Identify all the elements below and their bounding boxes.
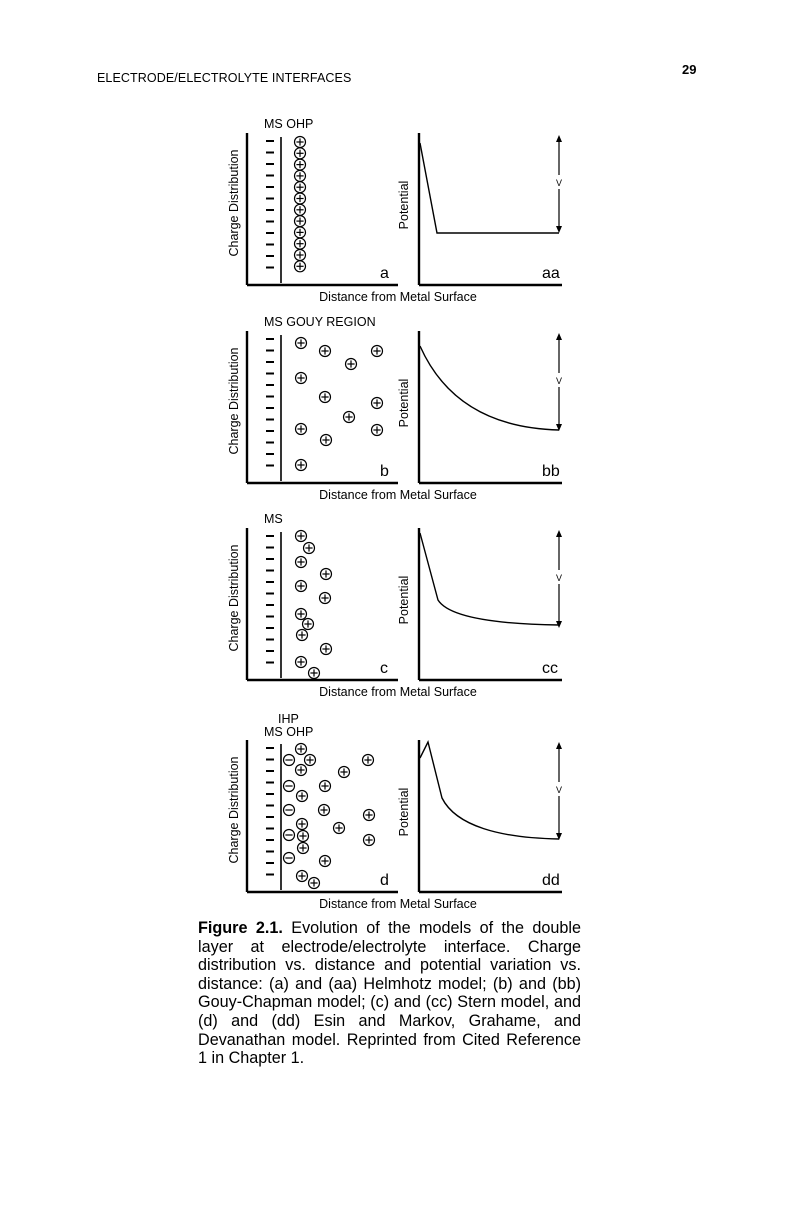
plus-ion-icon	[320, 856, 331, 867]
plus-ion-icon	[320, 346, 331, 357]
plus-ion-icon	[319, 805, 330, 816]
plus-ion-icon	[296, 373, 307, 384]
x-axis-label: Distance from Metal Surface	[319, 897, 477, 911]
plus-ion-icon	[339, 767, 350, 778]
plus-ion-icon	[297, 819, 308, 830]
minus-ion-icon	[284, 830, 295, 841]
right-panel-letter: dd	[542, 872, 560, 889]
plus-ion-icon	[295, 216, 306, 227]
plus-ion-icon	[364, 810, 375, 821]
plus-ion-icon	[296, 460, 307, 471]
plus-ion-icon	[320, 781, 331, 792]
minus-ion-icon	[284, 853, 295, 864]
plus-ion-icon	[321, 435, 332, 446]
panel-d	[227, 712, 562, 911]
plus-ion-icon	[320, 593, 331, 604]
left-panel-letter: c	[380, 660, 388, 677]
plus-ion-icon	[295, 238, 306, 249]
left-panel-letter: b	[380, 463, 389, 480]
plus-ion-icon	[303, 619, 314, 630]
plus-ion-icon	[346, 359, 357, 370]
plus-ion-icon	[321, 569, 332, 580]
drop-label: V	[555, 178, 563, 188]
arrow-up-icon	[556, 742, 562, 749]
right-panel-letter: cc	[542, 660, 558, 677]
plus-ion-icon	[296, 744, 307, 755]
minus-ion-icon	[284, 781, 295, 792]
plus-ion-icon	[364, 835, 375, 846]
plus-ion-icon	[372, 398, 383, 409]
plus-ion-icon	[297, 791, 308, 802]
arrow-up-icon	[556, 135, 562, 142]
arrow-up-icon	[556, 530, 562, 537]
plus-ion-icon	[296, 765, 307, 776]
plus-ion-icon	[297, 871, 308, 882]
plus-ion-icon	[344, 412, 355, 423]
plus-ion-icon	[296, 338, 307, 349]
plus-ion-icon	[296, 581, 307, 592]
right-panel-letter: aa	[542, 265, 560, 282]
plus-ion-icon	[296, 424, 307, 435]
plus-ion-icon	[296, 557, 307, 568]
x-axis-label: Distance from Metal Surface	[319, 290, 477, 304]
plus-ion-icon	[296, 531, 307, 542]
potential-curve	[420, 346, 559, 430]
plus-ion-icon	[295, 261, 306, 272]
plus-ion-icon	[297, 630, 308, 641]
arrow-up-icon	[556, 333, 562, 340]
plus-ion-icon	[363, 755, 374, 766]
plus-ion-icon	[295, 148, 306, 159]
panel-a	[227, 117, 562, 304]
plus-ion-icon	[305, 755, 316, 766]
plus-ion-icon	[298, 843, 309, 854]
drop-label: V	[555, 376, 563, 386]
page-number: 29	[682, 62, 697, 77]
potential-curve	[420, 742, 559, 839]
panel-top-label: MS GOUY REGION	[264, 315, 376, 329]
potential-curve	[420, 533, 559, 625]
plus-ion-icon	[295, 193, 306, 204]
plus-ion-icon	[334, 823, 345, 834]
plus-ion-icon	[309, 878, 320, 889]
plus-ion-icon	[298, 831, 309, 842]
plus-ion-icon	[295, 250, 306, 261]
panel-top-label: MS	[264, 512, 283, 526]
right-panel-letter: bb	[542, 463, 560, 480]
plus-ion-icon	[372, 346, 383, 357]
potential-axis-label: Potential	[397, 787, 411, 837]
plus-ion-icon	[295, 170, 306, 181]
drop-label: V	[555, 573, 563, 583]
plus-ion-icon	[296, 657, 307, 668]
arrow-down-icon	[556, 226, 562, 233]
plus-ion-icon	[304, 543, 315, 554]
plus-ion-icon	[295, 159, 306, 170]
minus-ion-icon	[284, 755, 295, 766]
plus-ion-icon	[295, 204, 306, 215]
plus-ion-icon	[295, 182, 306, 193]
left-panel-letter: a	[380, 265, 389, 282]
x-axis-label: Distance from Metal Surface	[319, 685, 477, 699]
plus-ion-icon	[296, 609, 307, 620]
potential-axis-label: Potential	[397, 378, 411, 428]
figure-caption	[198, 919, 581, 1068]
x-axis-label: Distance from Metal Surface	[319, 488, 477, 502]
charge-axis-label: Charge Distribution	[227, 756, 241, 864]
potential-axis-label: Potential	[397, 575, 411, 625]
charge-axis-label: Charge Distribution	[227, 544, 241, 652]
running-head: ELECTRODE/ELECTROLYTE INTERFACES	[97, 71, 352, 85]
plus-ion-icon	[295, 137, 306, 148]
figure-caption-label: Figure 2.1.	[198, 919, 283, 937]
figure-caption-text: Evolution of the models of the double layer at electrode/electrolyte interface. Charge distribution vs. distance and potential variation vs. distance: (a) and (aa) Helmhotz model; (b) and (bb) Gouy-Chapman model; (c) and (cc) Stern model, and (d) and (dd) Esin and Markov, Grahame, and Devanathan model. Reprinted from Cited Reference 1 in Chapter 1.	[198, 919, 582, 1068]
panel-top-label: MS OHP	[264, 117, 314, 131]
plus-ion-icon	[372, 425, 383, 436]
plus-ion-icon	[321, 644, 332, 655]
panel-top-label: MS OHP	[264, 725, 314, 739]
charge-axis-label: Charge Distribution	[227, 149, 241, 257]
plus-ion-icon	[295, 227, 306, 238]
drop-label: V	[555, 785, 563, 795]
potential-curve	[420, 143, 559, 233]
plus-ion-icon	[320, 392, 331, 403]
charge-axis-label: Charge Distribution	[227, 347, 241, 455]
plus-ion-icon	[309, 668, 320, 679]
minus-ion-icon	[284, 805, 295, 816]
panel-c	[227, 512, 562, 699]
panel-top-label-ihp: IHP	[278, 712, 299, 726]
left-panel-letter: d	[380, 872, 389, 889]
panel-b	[227, 315, 562, 502]
potential-axis-label: Potential	[397, 180, 411, 230]
